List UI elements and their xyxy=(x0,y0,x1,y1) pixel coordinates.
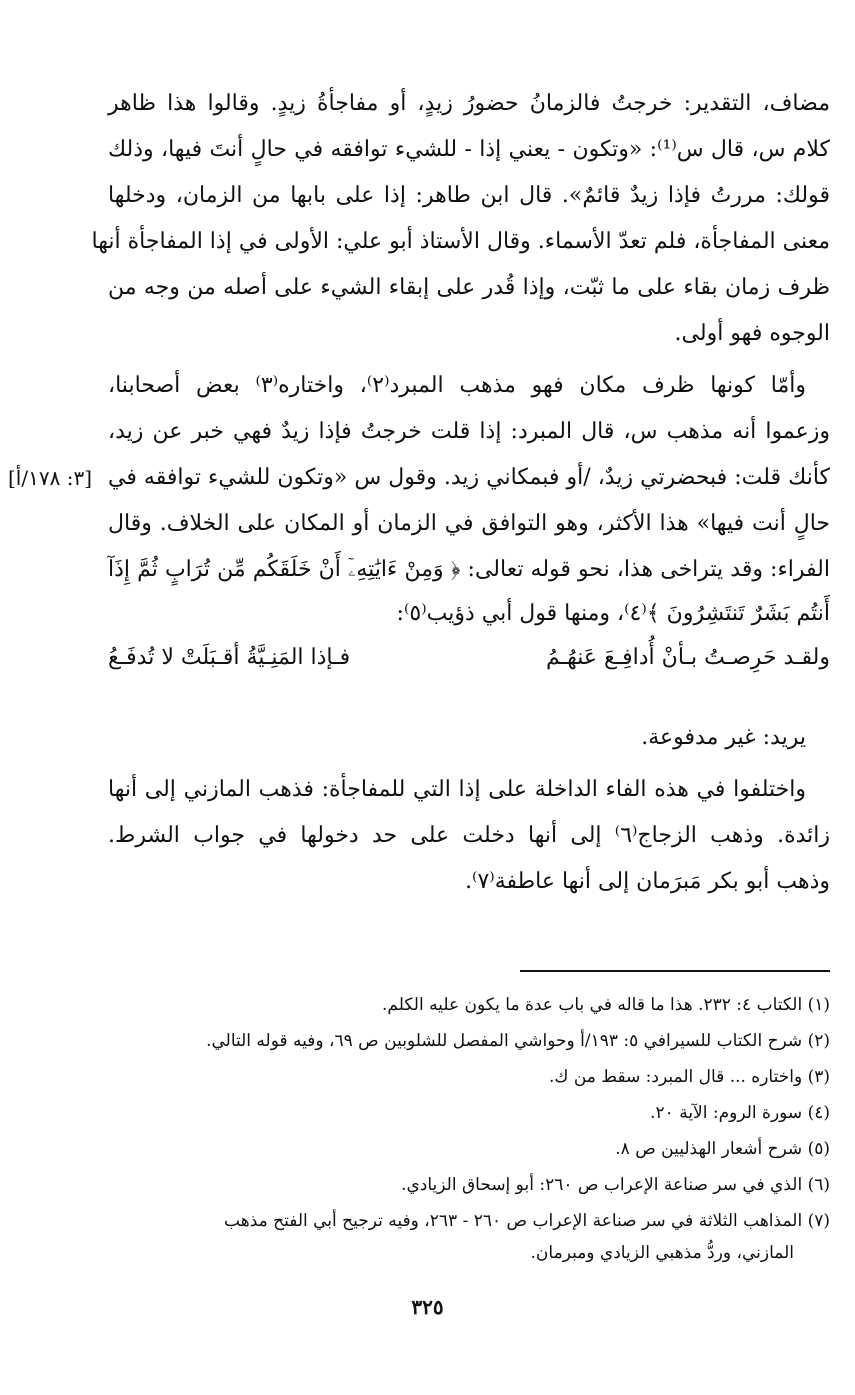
body-line: وذهب أبو بكر مَبرَمان إلى أنها عاطفة⁽٧⁾. xyxy=(465,869,830,894)
body-line: أَنتُم بَشَرٌ تَنتَشِرُونَ ﴾⁽٤⁾، ومنها قول أبي ذؤيب⁽٥⁾: xyxy=(396,601,830,626)
body-line: زائدة. وذهب الزجاج⁽٦⁾ إلى أنها دخلت على حد دخولها في جواب الشرط. xyxy=(108,823,831,848)
footnote: (٥) شرح أشعار الهذليين ص ٨. xyxy=(615,1139,830,1159)
body-line: حالٍ أنت فيها» هذا الأكثر، وهو التوافق في الزمان أو المكان على الخلاف. وقال xyxy=(108,511,830,536)
footnote: (٢) شرح الكتاب للسيرافي ٥: ١٩٣/أ وحواشي المفصل للشلوبين ص ٦٩، وفيه قوله التالي. xyxy=(206,1031,830,1051)
body-line: وزعموا أنه مذهب س، قال المبرد: إذا قلت خرجتُ فإذا زيدٌ فهي خبر عن زيد، xyxy=(108,419,830,444)
footnote-separator xyxy=(520,970,830,972)
footnote: (٣) واختاره ... قال المبرد: سقط من ك. xyxy=(549,1067,830,1087)
body-line: ظرف زمان بقاء على ما ثبّت، وإذا قُدر على إبقاء الشيء على أصله من وجه من xyxy=(108,275,830,300)
body-line: واختلفوا في هذه الفاء الداخلة على إذا التي للمفاجأة: فذهب المازني إلى أنها xyxy=(108,777,806,802)
body-line: الوجوه فهو أولى. xyxy=(674,321,830,346)
body-line: كأنك قلت: فبحضرتي زيدٌ، /أو فبمكاني زيد. وقول س «وتكون للشيء توافقه في xyxy=(108,465,830,490)
footnote: (٤) سورة الروم: الآية ٢٠. xyxy=(650,1103,830,1123)
footnote: (٧) المذاهب الثلاثة في سر صناعة الإعراب ص ٢٦٠ - ٢٦٣، وفيه ترجيح أبي الفتح مذهب xyxy=(224,1211,830,1231)
footnote-continuation: المازني، وردُّ مذهبي الزيادي ومبرمان. xyxy=(530,1243,794,1263)
verse-first-hemistich: ولقـد حَرِصـتُ بـأنْ أُدافِـعَ عَنهُـمُ xyxy=(545,645,830,670)
body-line: معنى المفاجأة، فلم تعدّ الأسماء. وقال الأستاذ أبو علي: الأولى في إذا المفاجأة أنها xyxy=(91,229,830,254)
body-line: قولك: مررتُ فإذا زيدٌ قائمٌ». قال ابن طاهر: إذا على بابها من الزمان، ودخلها xyxy=(108,183,830,208)
poetry-verse xyxy=(108,638,830,678)
footnote: (١) الكتاب ٤: ٢٣٢. هذا ما قاله في باب عدة ما يكون عليه الكلم. xyxy=(382,995,830,1015)
body-line: مضاف، التقدير: خرجتُ فالزمانُ حضورُ زيدٍ، أو مفاجأةُ زيدٍ. وقالوا هذا ظاهر xyxy=(108,91,830,116)
footnote: (٦) الذي في سر صناعة الإعراب ص ٢٦٠: أبو إسحاق الزيادي. xyxy=(401,1175,830,1195)
verse-second-hemistich: فـإذا المَنِـيَّةُ أقـبَلَتْ لا تُدفَـعُ xyxy=(108,645,351,670)
page-number: ٣٢٥ xyxy=(411,1295,444,1319)
body-line: كلام س، قال س⁽¹⁾: «وتكون - يعني إذا - للشيء توافقه في حالٍ أنتَ فيها، وذلك xyxy=(108,137,830,162)
body-line: يريد: غير مدفوعة. xyxy=(641,725,806,750)
margin-folio-note: [٣: ١٧٨/أ] xyxy=(8,466,93,490)
body-line: الفراء: وقد يتراخى هذا، نحو قوله تعالى: ﴿ وَمِنْ ءَايَٰتِهِۦٓ أَنْ خَلَقَكُم مِّن تُرَابٍ ثُمَّ إِذَآ xyxy=(108,557,830,582)
body-line: وأمّا كونها ظرف مكان فهو مذهب المبرد⁽٢⁾، واختاره⁽٣⁾ بعض أصحابنا، xyxy=(108,373,807,398)
